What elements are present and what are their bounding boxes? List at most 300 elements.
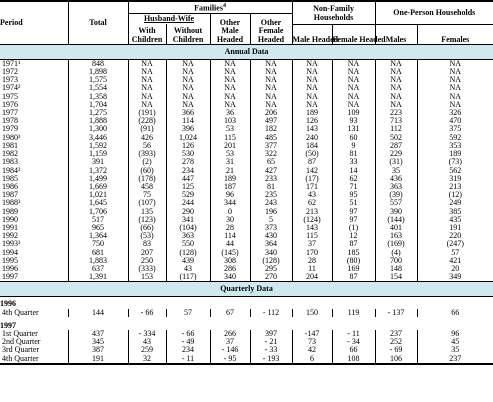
- value-cell: 1,159: [68, 150, 128, 158]
- value-cell: NA: [210, 59, 250, 68]
- value-cell: 1,021: [68, 191, 128, 199]
- value-cell: 1,391: [68, 273, 128, 282]
- period-cell: 1979: [2, 124, 18, 134]
- value-cell: 144: [68, 309, 128, 317]
- families-header: [128, 1, 292, 13]
- value-cell: NA: [166, 76, 210, 84]
- value-cell: NA: [166, 59, 210, 68]
- table-row: [0, 93, 493, 101]
- period-cell: 1974²: [2, 83, 21, 93]
- value-cell: (12): [417, 191, 493, 199]
- value-cell: 187: [210, 183, 250, 191]
- quarterly-year-1997: 1997: [0, 320, 16, 330]
- value-cell: 103: [210, 117, 250, 125]
- value-cell: 437: [68, 330, 128, 338]
- value-cell: 562: [417, 167, 493, 175]
- value-cell: 185: [332, 249, 375, 257]
- table-row: [0, 309, 493, 317]
- value-cell: 557: [375, 199, 417, 207]
- value-cell: 31: [210, 158, 250, 166]
- value-cell: 1,575: [68, 76, 128, 84]
- value-cell: (117): [166, 273, 210, 282]
- table-row: [0, 150, 493, 158]
- value-cell: NA: [332, 76, 375, 84]
- value-cell: 62: [292, 199, 332, 207]
- value-cell: 220: [417, 232, 493, 240]
- value-cell: 345: [68, 338, 128, 346]
- value-cell: 126: [166, 142, 210, 150]
- value-cell: - 69: [375, 346, 417, 354]
- value-cell: (124): [292, 216, 332, 224]
- value-cell: 517: [68, 216, 128, 224]
- value-cell: NA: [332, 59, 375, 68]
- value-cell: 189: [292, 109, 332, 117]
- value-cell: NA: [210, 84, 250, 92]
- period-cell: 1986: [2, 181, 18, 191]
- other-male-header: Other Male Headed: [210, 13, 250, 44]
- value-cell: (128): [250, 257, 292, 265]
- value-cell: 234: [166, 167, 210, 175]
- value-cell: 87: [332, 273, 375, 282]
- value-cell: 112: [375, 125, 417, 133]
- period-cell: 1972: [2, 67, 18, 77]
- value-cell: 56: [128, 142, 166, 150]
- value-cell: 1,364: [68, 232, 128, 240]
- males-header: Males: [375, 24, 417, 44]
- value-cell: 191: [68, 355, 128, 364]
- period-cell: 1996: [2, 263, 18, 273]
- value-cell: (228): [128, 117, 166, 125]
- value-cell: 36: [210, 109, 250, 117]
- value-cell: 37: [210, 338, 250, 346]
- table-row: [0, 59, 493, 68]
- value-cell: NA: [128, 68, 166, 76]
- table-row: [0, 84, 493, 92]
- value-cell: 1,888: [68, 117, 128, 125]
- value-cell: 142: [292, 167, 332, 175]
- period-cell: 1997: [2, 272, 18, 282]
- value-cell: (169): [375, 240, 417, 248]
- period-cell: 2nd Quarter: [2, 337, 41, 347]
- value-cell: - 66: [166, 330, 210, 338]
- period-cell: 1988³: [2, 198, 21, 208]
- value-cell: 169: [332, 265, 375, 273]
- value-cell: (39): [375, 191, 417, 199]
- value-cell: 1,358: [68, 93, 128, 101]
- value-cell: (60): [128, 167, 166, 175]
- value-cell: 430: [250, 232, 292, 240]
- value-cell: (31): [375, 158, 417, 166]
- value-cell: (1): [332, 224, 375, 232]
- value-cell: 427: [250, 167, 292, 175]
- value-cell: 1,706: [68, 208, 128, 216]
- husband-wife-label: Husband-Wife: [143, 14, 195, 23]
- other-female-header: Other Female Headed: [250, 13, 292, 44]
- value-cell: (17): [292, 175, 332, 183]
- value-cell: 189: [210, 175, 250, 183]
- table-row: [0, 273, 493, 282]
- value-cell: NA: [375, 68, 417, 76]
- value-cell: NA: [166, 84, 210, 92]
- value-cell: 21: [210, 167, 250, 175]
- period-cell: 1971¹: [2, 58, 21, 68]
- value-cell: NA: [292, 84, 332, 92]
- value-cell: 87: [332, 240, 375, 248]
- value-cell: 234: [166, 346, 210, 354]
- table-row: [0, 191, 493, 199]
- value-cell: 237: [417, 355, 493, 364]
- value-cell: 259: [128, 346, 166, 354]
- value-cell: 308: [210, 257, 250, 265]
- value-cell: - 11: [332, 330, 375, 338]
- value-cell: 28: [292, 257, 332, 265]
- value-cell: 1,554: [68, 84, 128, 92]
- value-cell: 97: [332, 216, 375, 224]
- value-cell: - 193: [250, 355, 292, 364]
- value-cell: 287: [375, 142, 417, 150]
- value-cell: NA: [375, 84, 417, 92]
- value-cell: 637: [68, 265, 128, 273]
- value-cell: 349: [417, 273, 493, 282]
- value-cell: (191): [128, 109, 166, 117]
- table-row: [0, 216, 493, 224]
- value-cell: (393): [128, 150, 166, 158]
- table-row: [0, 175, 493, 183]
- value-cell: 93: [332, 117, 375, 125]
- value-cell: (4): [375, 249, 417, 257]
- value-cell: 51: [332, 199, 375, 207]
- value-cell: 233: [250, 175, 292, 183]
- value-cell: 385: [417, 208, 493, 216]
- value-cell: 421: [417, 257, 493, 265]
- value-cell: 240: [292, 134, 332, 142]
- value-cell: (66): [128, 224, 166, 232]
- value-cell: 848: [68, 59, 128, 68]
- table-row: [0, 125, 493, 133]
- value-cell: 43: [128, 338, 166, 346]
- value-cell: 119: [332, 309, 375, 317]
- value-cell: 249: [417, 199, 493, 207]
- value-cell: 391: [68, 158, 128, 166]
- value-cell: 373: [250, 224, 292, 232]
- value-cell: 681: [68, 249, 128, 257]
- value-cell: 191: [417, 224, 493, 232]
- value-cell: 353: [417, 142, 493, 150]
- value-cell: 95: [332, 191, 375, 199]
- value-cell: 439: [166, 257, 210, 265]
- value-cell: (178): [128, 175, 166, 183]
- value-cell: NA: [250, 84, 292, 92]
- period-cell: 1977: [2, 108, 18, 118]
- value-cell: 135: [128, 208, 166, 216]
- value-cell: (50): [292, 150, 332, 158]
- value-cell: NA: [292, 93, 332, 101]
- table-row: [0, 355, 493, 364]
- one-person-header: One-Person Households: [375, 1, 493, 24]
- value-cell: 108: [332, 355, 375, 364]
- value-cell: - 34: [332, 338, 375, 346]
- value-cell: NA: [292, 59, 332, 68]
- value-cell: 153: [128, 273, 166, 282]
- period-cell: 1973: [2, 75, 18, 85]
- value-cell: 237: [375, 330, 417, 338]
- value-cell: 207: [128, 249, 166, 257]
- value-cell: 340: [250, 249, 292, 257]
- value-cell: 1,499: [68, 175, 128, 183]
- value-cell: NA: [417, 59, 493, 68]
- value-cell: 1,898: [68, 68, 128, 76]
- value-cell: NA: [417, 93, 493, 101]
- value-cell: 592: [417, 134, 493, 142]
- value-cell: 6: [292, 355, 332, 364]
- value-cell: 32: [128, 355, 166, 364]
- value-cell: 470: [417, 117, 493, 125]
- value-cell: - 33: [250, 346, 292, 354]
- value-cell: 196: [250, 208, 292, 216]
- period-cell: 4th Quarter: [2, 307, 39, 317]
- families-superscript: 4: [222, 3, 226, 9]
- value-cell: NA: [250, 59, 292, 68]
- period-cell: 4th Quarter: [0, 355, 68, 364]
- female-headed-header: Female Headed: [332, 24, 375, 44]
- value-cell: 37: [292, 240, 332, 248]
- value-cell: (91): [128, 125, 166, 133]
- quarterly-year-1996: 1996: [0, 299, 16, 309]
- value-cell: NA: [250, 76, 292, 84]
- period-cell: 1975: [2, 91, 18, 101]
- value-cell: 43: [292, 191, 332, 199]
- value-cell: 45: [417, 338, 493, 346]
- value-cell: NA: [210, 76, 250, 84]
- value-cell: 366: [166, 109, 210, 117]
- value-cell: NA: [128, 84, 166, 92]
- value-cell: 270: [250, 273, 292, 282]
- without-children-header: Without Children: [166, 24, 210, 44]
- value-cell: NA: [332, 68, 375, 76]
- value-cell: 71: [332, 183, 375, 191]
- total-header: Total: [68, 1, 128, 44]
- table-row: [0, 346, 493, 354]
- period-cell: 1980³: [2, 132, 21, 142]
- value-cell: 42: [292, 346, 332, 354]
- value-cell: 1,883: [68, 257, 128, 265]
- value-cell: 529: [166, 191, 210, 199]
- value-cell: 1,669: [68, 183, 128, 191]
- table-row: [0, 134, 493, 142]
- value-cell: NA: [332, 101, 375, 109]
- period-cell: 1987: [2, 190, 18, 200]
- value-cell: (128): [166, 249, 210, 257]
- value-cell: 344: [210, 199, 250, 207]
- value-cell: NA: [210, 93, 250, 101]
- value-cell: - 112: [250, 309, 292, 317]
- period-cell: 1981: [2, 140, 18, 150]
- value-cell: (104): [166, 224, 210, 232]
- value-cell: NA: [210, 68, 250, 76]
- table-row: [0, 101, 493, 109]
- value-cell: 295: [250, 265, 292, 273]
- value-cell: 530: [166, 150, 210, 158]
- value-cell: - 334: [128, 330, 166, 338]
- value-cell: 35: [417, 346, 493, 354]
- value-cell: NA: [128, 59, 166, 68]
- quarterly-data-section-title: Quarterly Data: [0, 282, 493, 297]
- value-cell: 126: [292, 117, 332, 125]
- value-cell: 114: [166, 117, 210, 125]
- value-cell: 364: [250, 240, 292, 248]
- value-cell: 0: [210, 208, 250, 216]
- value-cell: 109: [332, 109, 375, 117]
- table-row: [0, 257, 493, 265]
- value-cell: 1,592: [68, 142, 128, 150]
- value-cell: 60: [332, 134, 375, 142]
- table-row: [0, 224, 493, 232]
- value-cell: 502: [375, 134, 417, 142]
- value-cell: 35: [375, 167, 417, 175]
- value-cell: NA: [292, 101, 332, 109]
- value-cell: NA: [417, 84, 493, 92]
- value-cell: 1,024: [166, 134, 210, 142]
- period-cell: 1978: [2, 116, 18, 126]
- value-cell: 363: [166, 232, 210, 240]
- value-cell: (53): [128, 232, 166, 240]
- value-cell: 96: [417, 330, 493, 338]
- value-cell: 43: [166, 265, 210, 273]
- value-cell: 266: [210, 330, 250, 338]
- value-cell: 497: [250, 117, 292, 125]
- value-cell: 150: [292, 309, 332, 317]
- value-cell: 201: [210, 142, 250, 150]
- value-cell: 106: [375, 355, 417, 364]
- value-cell: 750: [68, 240, 128, 248]
- value-cell: 115: [210, 134, 250, 142]
- value-cell: NA: [375, 76, 417, 84]
- table-row: [0, 167, 493, 175]
- value-cell: 44: [210, 240, 250, 248]
- period-cell: 1993³: [2, 239, 21, 249]
- value-cell: 700: [375, 257, 417, 265]
- value-cell: 713: [375, 117, 417, 125]
- value-cell: 114: [210, 232, 250, 240]
- value-cell: (144): [375, 216, 417, 224]
- period-cell: 1992: [2, 231, 18, 241]
- table-row: [0, 183, 493, 191]
- value-cell: 244: [166, 199, 210, 207]
- value-cell: 143: [292, 224, 332, 232]
- value-cell: NA: [417, 101, 493, 109]
- value-cell: - 95: [210, 355, 250, 364]
- value-cell: - 11: [166, 355, 210, 364]
- value-cell: - 146: [210, 346, 250, 354]
- value-cell: 57: [417, 249, 493, 257]
- value-cell: 28: [210, 224, 250, 232]
- value-cell: 397: [250, 330, 292, 338]
- value-cell: 229: [375, 150, 417, 158]
- table-row: [0, 249, 493, 257]
- table-row: [0, 76, 493, 84]
- value-cell: 387: [68, 346, 128, 354]
- table-row: [0, 142, 493, 150]
- value-cell: 189: [417, 150, 493, 158]
- value-cell: 57: [166, 309, 210, 317]
- value-cell: (80): [332, 257, 375, 265]
- value-cell: NA: [166, 101, 210, 109]
- value-cell: 170: [292, 249, 332, 257]
- value-cell: 436: [375, 175, 417, 183]
- value-cell: 115: [292, 232, 332, 240]
- value-cell: 286: [210, 265, 250, 273]
- value-cell: 125: [166, 183, 210, 191]
- value-cell: 171: [292, 183, 332, 191]
- value-cell: 12: [332, 232, 375, 240]
- period-header: Period: [0, 1, 68, 44]
- period-cell: 1983: [2, 157, 18, 167]
- annual-data-section-title: Annual Data: [0, 44, 493, 59]
- value-cell: 319: [417, 175, 493, 183]
- value-cell: NA: [250, 68, 292, 76]
- value-cell: 9: [332, 142, 375, 150]
- value-cell: 426: [128, 134, 166, 142]
- table-row: [0, 330, 493, 338]
- value-cell: NA: [417, 76, 493, 84]
- value-cell: 154: [375, 273, 417, 282]
- period-cell: 1991: [2, 222, 18, 232]
- value-cell: (123): [128, 216, 166, 224]
- period-cell: 1985: [2, 173, 18, 183]
- value-cell: 204: [292, 273, 332, 282]
- value-cell: 66: [332, 346, 375, 354]
- value-cell: NA: [128, 101, 166, 109]
- families-label: Families: [194, 3, 223, 13]
- value-cell: 11: [292, 265, 332, 273]
- table-row: [0, 240, 493, 248]
- value-cell: 213: [417, 183, 493, 191]
- table-row: [0, 158, 493, 166]
- value-cell: NA: [332, 93, 375, 101]
- value-cell: (333): [128, 265, 166, 273]
- value-cell: 67: [210, 309, 250, 317]
- value-cell: -147: [292, 330, 332, 338]
- value-cell: 97: [332, 208, 375, 216]
- females-header: Females: [417, 24, 493, 44]
- value-cell: - 137: [375, 309, 417, 317]
- with-children-header: With Children: [128, 24, 166, 44]
- period-cell: 1989: [2, 206, 18, 216]
- value-cell: 435: [417, 216, 493, 224]
- value-cell: 485: [250, 134, 292, 142]
- value-cell: NA: [332, 84, 375, 92]
- period-cell: 1995: [2, 255, 18, 265]
- value-cell: 75: [128, 191, 166, 199]
- value-cell: NA: [375, 101, 417, 109]
- value-cell: NA: [417, 68, 493, 76]
- value-cell: NA: [292, 68, 332, 76]
- value-cell: 252: [375, 338, 417, 346]
- period-cell: 1990: [2, 214, 18, 224]
- value-cell: 390: [375, 208, 417, 216]
- value-cell: 458: [128, 183, 166, 191]
- value-cell: (73): [417, 158, 493, 166]
- value-cell: 182: [250, 125, 292, 133]
- period-cell: 1st Quarter: [2, 328, 38, 338]
- table-row: [0, 117, 493, 125]
- value-cell: - 66: [128, 309, 166, 317]
- value-cell: 163: [375, 232, 417, 240]
- value-cell: 53: [210, 125, 250, 133]
- value-cell: 65: [250, 158, 292, 166]
- table-row: [0, 68, 493, 76]
- value-cell: NA: [166, 93, 210, 101]
